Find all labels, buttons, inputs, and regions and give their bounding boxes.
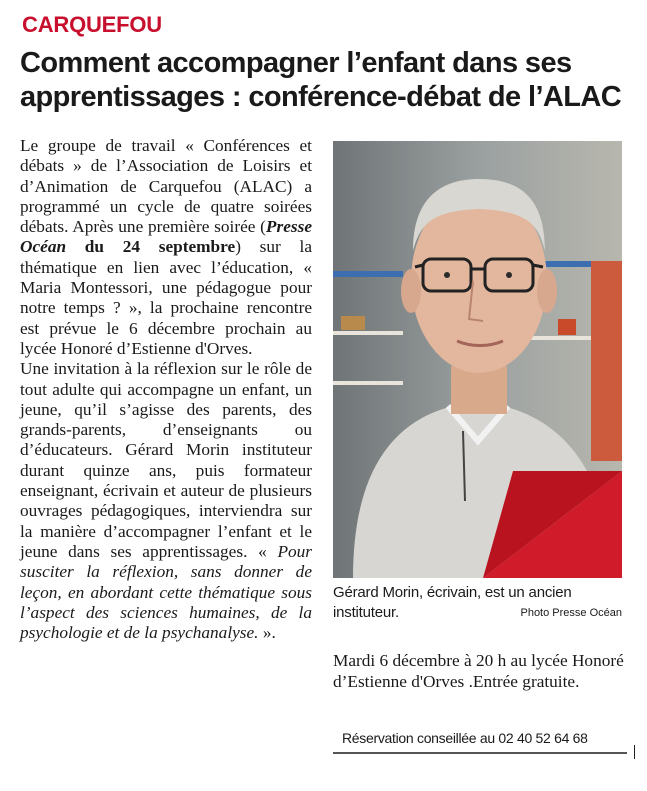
photo-caption: Gérard Morin, écrivain, est un ancien instituteur. [333,584,572,621]
divider-line [333,752,627,754]
paragraph-1-start: Le groupe de travail « Conférences et débats » de l’Association de Loisirs et d’Animation de Carquefou (ALAC) a programmé un cycle de quatre soirées débats. Après une première soirée ( [20,136,312,237]
speaker-photo-illustration [333,141,622,578]
event-info: Mardi 6 décembre à 20 h au lycée Honoré d’Estienne d'Orves .Entrée gratuite. [333,651,624,691]
paragraph-1-end: ) sur la thématique en lien avec l’éducation, « Maria Montessori, une pédagogue pour notre temps ? », la prochaine rencontre est prévue le 6 décembre prochain au lycée Honoré d’Estienne d'Orves. [20,237,312,358]
paragraph-2-start: Une invitation à la réflexion sur le rôle de tout adulte qui accompagne un enfant, un jeune, qu’il s’agisse des parents, des grands-parents, d’enseignants ou d’éducateurs. Gérard Morin instituteur durant quinze ans, puis formateur enseignant, écrivain et auteur de plusieurs ouvrages pédagogiques, interviendra sur la manière d’accompagner l’enfant et le jeune dans ses apprentissages. « [20,359,312,561]
orange-panel [591,261,622,461]
quote-close: ». [258,623,276,643]
issue-date: du 24 septembre [66,237,236,257]
article-body [20,136,312,643]
section-kicker: CARQUEFOU [22,12,162,37]
speaker-photo [333,141,622,578]
photo-credit: Photo Presse Océan [520,607,622,619]
shelf-blue [333,271,403,277]
article-headline: Comment accompagner l’enfant dans ses apprentissages : conférence-débat de l’ALAC [20,47,622,113]
margin-mark [634,745,635,759]
speaker-quote: Pour susciter la réflexion, sans donner de leçon, en abordant cette thématique sous l’aspect des sciences humaines, de la psychologie et de la psychanalyse. [20,541,312,643]
paragraph-1 [20,136,312,359]
newspaper-name: Presse Océan [20,217,312,257]
reservation-note: Réservation conseillée au 02 40 52 64 68 [342,730,588,746]
paragraph-2 [20,359,312,643]
